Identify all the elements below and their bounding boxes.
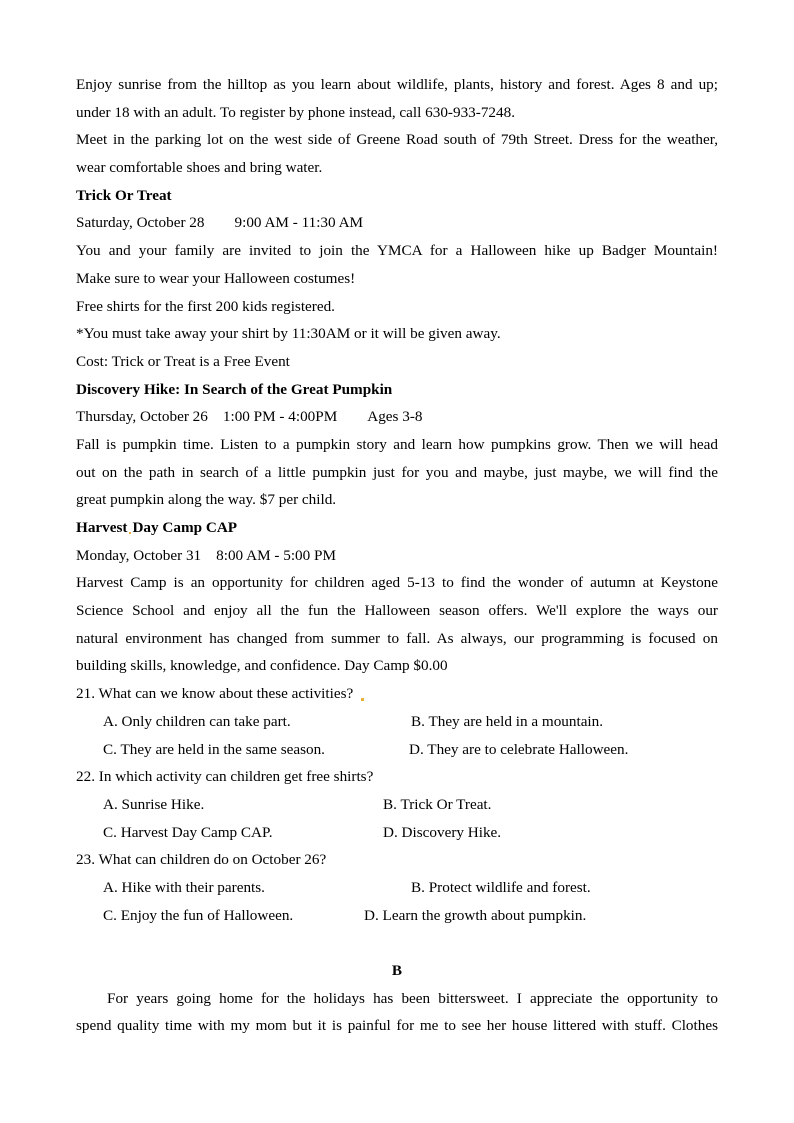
trick-line-2: Make sure to wear your Halloween costumes! xyxy=(76,269,356,287)
discovery-line-1: Fall is pumpkin time. Listen to a pumpkin story and learn how pumpkins grow. Then we will head xyxy=(76,435,718,453)
question-22-option-b[interactable]: B. Trick Or Treat. xyxy=(383,795,492,813)
question-23-row-1 xyxy=(76,874,718,902)
question-23-row-2 xyxy=(76,902,718,930)
question-21-option-b[interactable]: B. They are held in a mountain. xyxy=(411,712,604,730)
question-21-row-1 xyxy=(76,708,718,736)
spacer xyxy=(76,929,718,957)
trick-line-5: Cost: Trick or Treat is a Free Event xyxy=(76,352,290,370)
question-21-row-2 xyxy=(76,736,718,764)
intro-line-3: Meet in the parking lot on the west side of Greene Road south of 79th Street. Dress for the weather, xyxy=(76,131,718,149)
harvest-title-a: Harvest xyxy=(76,519,128,536)
question-22-option-a[interactable]: A. Sunrise Hike. xyxy=(103,795,205,813)
trick-line-3: Free shirts for the first 200 kids registered. xyxy=(76,297,335,315)
harvest-time: 8:00 AM - 5:00 PM xyxy=(216,546,336,564)
question-22-option-d[interactable]: D. Discovery Hike. xyxy=(383,823,502,841)
question-22-row-1 xyxy=(76,791,718,819)
harvest-schedule xyxy=(76,542,718,570)
discovery-ages: Ages 3-8 xyxy=(367,408,423,426)
discovery-line-2: out on the path in search of a little pumpkin just for you and maybe, just maybe, we will find the xyxy=(76,463,718,481)
harvest-title-b: Day Camp CAP xyxy=(132,519,238,536)
harvest-line-3: natural environment has changed from summer to fall. As always, our programming is focused on xyxy=(76,629,718,647)
question-23-option-b[interactable]: B. Protect wildlife and forest. xyxy=(411,878,591,896)
question-21-option-a[interactable]: A. Only children can take part. xyxy=(103,712,291,730)
question-23-option-d[interactable]: D. Learn the growth about pumpkin. xyxy=(364,906,587,924)
document-page xyxy=(76,71,718,1040)
harvest-line-4: building skills, knowledge, and confidence. Day Camp $0.00 xyxy=(76,657,448,675)
harvest-title xyxy=(76,514,718,542)
question-22-option-c[interactable]: C. Harvest Day Camp CAP. xyxy=(103,823,273,841)
mark-dot xyxy=(361,698,364,701)
discovery-schedule xyxy=(76,403,718,431)
trick-line-1: You and your family are invited to join the YMCA for a Halloween hike up Badger Mountain! xyxy=(76,242,718,260)
trick-schedule xyxy=(76,209,718,237)
discovery-line-3: great pumpkin along the way. $7 per child. xyxy=(76,491,337,509)
discovery-title: Discovery Hike: In Search of the Great Pumpkin xyxy=(76,380,393,398)
trick-date: Saturday, October 28 xyxy=(76,214,205,232)
intro-line-1: Enjoy sunrise from the hilltop as you learn about wildlife, plants, history and forest. Ages 8 and up; xyxy=(76,76,718,93)
question-21-stem: 21. What can we know about these activities? xyxy=(76,680,718,708)
question-22-stem: 22. In which activity can children get free shirts? xyxy=(76,768,374,786)
discovery-time: 1:00 PM - 4:00PM xyxy=(222,408,338,426)
section-b-line-2: spend quality time with my mom but it is painful for me to see her house littered with stuff. Clothes xyxy=(76,1017,718,1035)
section-b-heading: B xyxy=(391,962,403,979)
question-23-stem: 23. What can children do on October 26? xyxy=(76,851,327,869)
harvest-line-2: Science School and enjoy all the fun the Halloween season offers. We'll explore the ways our xyxy=(76,602,718,620)
harvest-date: Monday, October 31 xyxy=(76,546,202,564)
intro-line-4: wear comfortable shoes and bring water. xyxy=(76,159,323,177)
question-22-row-2 xyxy=(76,819,718,847)
discovery-date: Thursday, October 26 xyxy=(76,408,208,426)
question-23-option-a[interactable]: A. Hike with their parents. xyxy=(103,878,265,896)
intro-line-2: under 18 with an adult. To register by phone instead, call 630-933-7248. xyxy=(76,103,515,121)
question-21-option-c[interactable]: C. They are held in the same season. xyxy=(103,740,325,758)
question-21-option-d[interactable]: D. They are to celebrate Halloween. xyxy=(409,740,629,758)
trick-time: 9:00 AM - 11:30 AM xyxy=(234,214,364,232)
trick-title: Trick Or Treat xyxy=(76,186,172,204)
trick-line-4: *You must take away your shirt by 11:30AM or it will be given away. xyxy=(76,325,501,343)
section-b-line-1: For years going home for the holidays has been bittersweet. I appreciate the opportunity to xyxy=(107,989,718,1007)
question-23-option-c[interactable]: C. Enjoy the fun of Halloween. xyxy=(103,906,294,924)
harvest-line-1: Harvest Camp is an opportunity for children aged 5-13 to find the wonder of autumn at Keystone xyxy=(76,574,718,592)
